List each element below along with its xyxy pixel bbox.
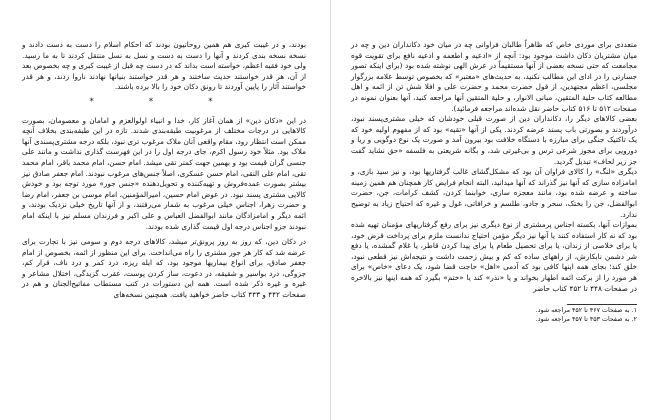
right-page — [331, 0, 661, 420]
left-paragraph-3: در دکان دین، که روز به روز پرونق‌تر میشد، کالاهای درجه دوم و سومی نیز با تجارت برای عرضه شد که کار هر جور مشتری را راه می‌انداخت. برای این منظور از ائمه، بخصوص از امام جعفر صادق، برای انواع بیماریها موجود بود، که ایله ریزه، درد کمر و درد ناف، قرار کم، جزوگی، درد بواسیر و شقیقه، در دعوت، ساز کردن پوست، عقرب گزیدگی، اختلال مشاعر و غیره و غیره ذکر شده است. همه این دستورات در کتب مستطاب مفاتیح‌الجنان و هم در صفحات ۴۴۲ و ۴۴۳ کتاب حاضر خواهید یافت. همچنین نسخه‌های — [22, 237, 306, 300]
right-paragraph-3: دیگری «لنگ» را کالای فراوان آن بود که مشکل‌گشای غالب گرفتاریها بود، و نیز سید بازی، و امامزاده سازی که آنها نیز گذراند که آنها میدانید، البته انجام فرایض کار همچنان هم همین زمینه ساخته و عرضه شده بود، مانند معجزه سازی، خوابنما کردن، کشف کرامات، جن، حضرت ابوالفضل، جن را بختک، سحر و جادو، طلسم و خرافاتی، غول و غیره که احتیاج زیاد به توضیح ندارد. — [351, 167, 637, 219]
right-paragraph-2: بعضی کالاهای دیگر را، دکانداران دین از صورت قبلی خودشان که خیلی مشتری‌پسند نبود، درآوردند و بصورتی باب پسند عرضه کردند. یکی از آنها «تقیه» بود که از مفهوم اولیه خود که یک تاکتیک جنگی برای مبارزه با دستگاه خلافت بود بیرون آمد و صورت یک نوع دوگویی و ریا و دورویی برای مجوز شرعی ترس و بی‌غیرتی شد، و بگانه شریعتی به فلسفه «حق نشاید گفت جز زیر لحاف» تبدیل گردید. — [351, 114, 637, 166]
left-page — [0, 0, 330, 420]
footnote-2: ۲. به صفحات ۴۵۳ تا ۴۵۷ مراجعه شود. — [535, 315, 637, 323]
left-page-text — [22, 40, 306, 301]
right-paragraph-4: بموازات آنها، بکسته اجناس پرمشتری از نوع دیگری نیز برای رفع گرفتاریهای مؤمنان تهیه شده بود که نه کار استفاده کنند یا آنها نیز دیگر مؤمن احتیاج ندانست ملزم برای پرداخت قرض خود، یا برای خلاصی از زندان، یا برای تحصیل طعام یا برای پیدا کردن قاطر، یا غلام گمشده، یا دفع شر دشمن نابکارش، از راههای ساده که کم و بیش زحمت داشت و نتیجه‌اش نیز قطعی نبود، خلق کند؛ بجای همه اینها کافی بود که آدمی «اهل» حاجت قضا شود، یک دعای «خاص» برای هر مورد را از برکت ائمه اطهار بخواند و یا «نذر» کند یا «ختم» بگیرد که همه اینها نیز بالاخره در صفحات ۴۴۸ تا ۴۵۲ کتاب حاضر — [351, 220, 637, 293]
right-page-text — [351, 40, 637, 324]
left-paragraph-1: بودند، و در غیبت کبری هم همین روحانیون بودند که احکام اسلام را دست به دست دادند و نسخه نسخه بندی کردند و آنها را دست به دست و نسل به نسل منتقل کردند تا به ما رسید. ولی خود فقیه اعظم، خواسته است بداند که در دست چه قبل از غیبت کبری و چه بخصوص بعد از آن، هر قدر خواستند حدیث ساختند و هر قدر خواستند بنیانها نهادند ناروا زدند، و هر قدر خواستند آثار را پایین آوردند تا رونق دکان خود را بالا برده باشند. — [22, 40, 306, 92]
right-paragraph-1: متعددی برای موردی خاص که ظاهراً طالبان فراوانی چه در میان خود دکانداران دین و چه در میان مشتریان دکان داشت موجود بود: آنچه از «ادعیه و اطعمه و ادعیه نافع برای تقویت قوه مجامعت که حتی نسخه بعضی از آنها مستقیماً در عرش الهی نوشته شده بود (برای اینکه تصور جسارتی را در ادای این مطالب نکنید، به حدیث‌های «معتبر» که بخصوص توسط علامه بزرگوار مجلسی، اعظم مجتهدین، از قول حضرت محمد و حضرت علی و افلا شش تن از ائمه و اهل مطالعه کتاب حلیة المتقین، مبانی الانوار، و حلیة المتقین آنها مراجعه کنید، آنها بعنوان نمونه در صفحات ۵۱۲ تا ۵۱۶ کتاب حاضر نقل شده‌اند مراجعه فرمائید). — [351, 40, 637, 113]
left-paragraph-2: در این «دکان دین» از همان آغاز کار، خدا و انبیاء اولوالعزم و امامان و معصومان، بصورت کالاهایی در درجات مختلف از مرغوبیت طبقه‌بندی شدند. تازه در این طبقه‌بندی بخلاف آنچه ممکن است انتظار رود، مقام واقعی آنان ملاک مرغوب تری نبود، بلکه درجه مشتری‌پسندی آنها ملاک بود. مثلاً خود رسول اکرم، جای درجه اول را در این فهرست گذاری نداشت و مانند علی جنسی گران قیمت بود و بهمین جهت کمتر تقی میشد. امام حسن، امام محمد باقر، امام محمد تقی، امام علی النقی، امام حسن عسکری، اصلاً جنس‌های مرغوب نبودند. امام جعفر صادق نیز بیشتر بصورت عمده‌فروش و تهیه‌کننده و تحویل‌دهنده «جنس جور» مورد توجه بود و خودش کالایی مشتری پسند نبود. در عوض امام حسین، امیرالمؤمنین، امام موسی بن جعفر، امام رضا و حضرت زهرا، اجناس خیلی مرغوب به شمار می‌رفتند، و از آنها تاریخ خیلی نزدیک بودند، و ائمه دیگر و امامزادگان مانند ابوالفضل العباس و علی اکبر و فرزندان مسلم نیز با اینکه امام نبودند جزو اجناس درجه اول قیمت گذاری شده بودند. — [22, 115, 306, 231]
footnote-1: ۱. به صفحات ۴۶۷ تا ۴۵۲ مراجعه شود. — [535, 307, 637, 315]
section-separator: * * * — [89, 96, 239, 107]
footnote-rule — [567, 304, 637, 305]
